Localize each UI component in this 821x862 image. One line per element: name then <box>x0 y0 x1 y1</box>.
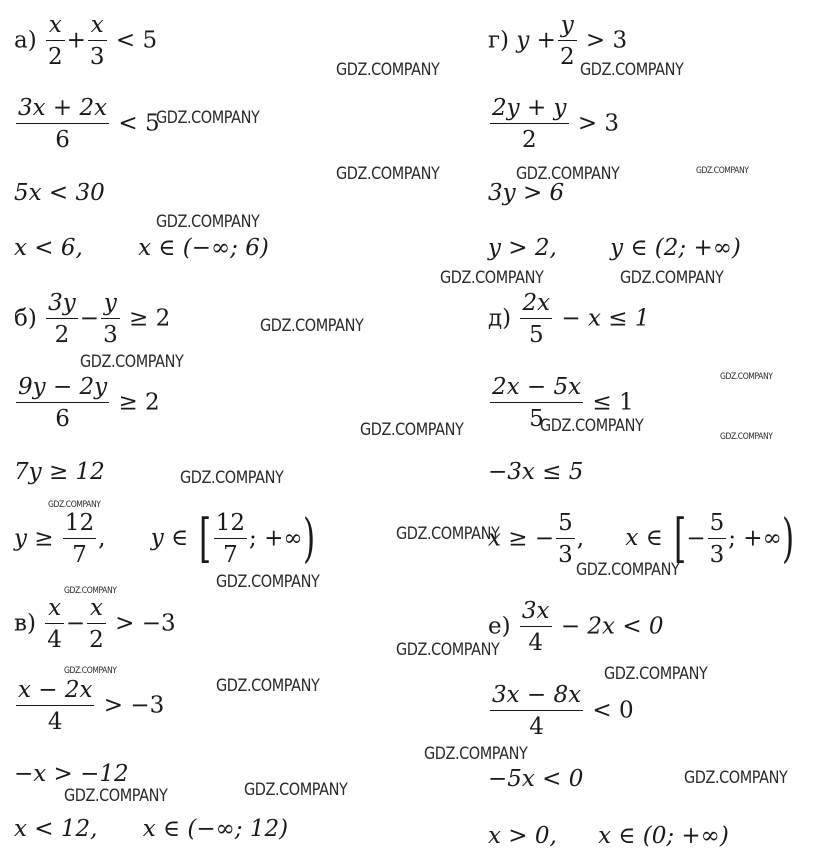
watermark: GDZ.COMPANY <box>336 164 440 184</box>
d-label: д) <box>488 305 512 332</box>
v-line2-rhs: > −3 <box>103 692 165 719</box>
a-line1: а) $\frac{x}{2}$ + $\frac{x}{3}$ < 5 <box>14 12 158 71</box>
a-line2-rhs: < 5 <box>118 110 160 137</box>
watermark: GDZ.COMPANY <box>540 416 644 436</box>
watermark: GDZ.COMPANY <box>216 572 320 592</box>
watermark: GDZ.COMPANY <box>604 664 708 684</box>
v-line4 <box>14 818 288 841</box>
g-answer-set: y ∈ (2; +∞) <box>610 235 741 261</box>
v-answer: x < 12, <box>14 816 98 842</box>
watermark: GDZ.COMPANY <box>244 780 348 800</box>
watermark: GDZ.COMPANY <box>440 268 544 288</box>
g-line2 <box>488 95 619 154</box>
d-answer-set: x ∈ <box>625 525 663 552</box>
fraction: $\frac{9y - 2y}{6}$ <box>18 374 108 433</box>
fraction: $\frac{5}{3}$ <box>558 510 573 569</box>
v-line2 <box>14 677 164 736</box>
v-answer-set: x ∈ (−∞; 12) <box>142 816 289 842</box>
b-answer-set: y ∈ <box>150 525 189 552</box>
g-line2-rhs: > 3 <box>577 110 620 137</box>
g-line4 <box>488 237 741 260</box>
watermark: GDZ.COMPANY <box>260 316 364 336</box>
watermark: GDZ.COMPANY <box>396 640 500 660</box>
e-line2-rhs: < 0 <box>592 697 634 724</box>
g-label: г) <box>488 27 510 54</box>
a-answer-set: x ∈ (−∞; 6) <box>138 235 269 261</box>
watermark: GDZ.COMPANY <box>156 108 260 128</box>
fraction: $\frac{3x - 8x}{4}$ <box>492 682 582 741</box>
b-line3: 7y ≥ 12 <box>14 459 105 485</box>
b-line2-rhs: ≥ 2 <box>118 389 160 416</box>
d-answer: x ≥ − <box>488 525 555 552</box>
b-line1: б) $\frac{3y}{2}$ − $\frac{y}{3}$ ≥ 2 <box>14 290 171 349</box>
watermark: GDZ.COMPANY <box>684 768 788 788</box>
e-line3: −5x < 0 <box>488 766 584 792</box>
a-line1-rhs: < 5 <box>115 27 158 54</box>
a-line4 <box>14 237 269 260</box>
g-line1-rhs: > 3 <box>585 27 628 54</box>
b-answer: y ≥ <box>14 525 54 552</box>
fraction: $\frac{3y}{2}$ <box>48 290 76 349</box>
fraction: $\frac{x}{2}$ <box>89 595 104 654</box>
watermark: GDZ.COMPANY <box>80 352 184 372</box>
fraction: $\frac{12}{7}$ <box>215 510 246 569</box>
watermark: GDZ.COMPANY <box>720 372 773 382</box>
b-label: б) <box>14 305 37 332</box>
b-line1-rhs: ≥ 2 <box>129 305 171 332</box>
fraction: $\frac{y}{2}$ <box>559 12 575 71</box>
g-answer: y > 2, <box>488 235 557 261</box>
watermark: GDZ.COMPANY <box>720 432 773 442</box>
fraction: $\frac{5}{3}$ <box>709 510 725 569</box>
fraction: $\frac{x}{2}$ <box>48 12 63 71</box>
watermark: GDZ.COMPANY <box>516 164 620 184</box>
watermark: GDZ.COMPANY <box>580 60 684 80</box>
watermark: GDZ.COMPANY <box>64 586 117 596</box>
d-line4: x ≥ − $\frac{5}{3}$ , x ∈ [− $\frac{5}{3}$ ; +∞) <box>488 509 794 570</box>
b-line2 <box>14 374 160 433</box>
a-line2 <box>14 95 160 154</box>
watermark: GDZ.COMPANY <box>180 468 284 488</box>
e-answer-set: x ∈ (0; +∞) <box>598 823 729 849</box>
watermark: GDZ.COMPANY <box>576 560 680 580</box>
fraction: $\frac{x}{3}$ <box>89 12 105 71</box>
e-line4 <box>488 825 729 848</box>
v-line3: −x > −12 <box>14 761 129 787</box>
e-line1-rhs: − 2x < 0 <box>560 613 664 640</box>
v-line1-rhs: > −3 <box>115 610 176 637</box>
d-line1-rhs: − x ≤ 1 <box>561 305 650 332</box>
e-line1 <box>488 598 664 657</box>
watermark: GDZ.COMPANY <box>424 744 528 764</box>
watermark: GDZ.COMPANY <box>620 268 724 288</box>
d-line3: −3x ≤ 5 <box>488 459 584 485</box>
a-label: а) <box>14 27 37 54</box>
watermark: GDZ.COMPANY <box>48 500 101 510</box>
fraction: $\frac{y}{3}$ <box>103 290 118 349</box>
watermark: GDZ.COMPANY <box>360 420 464 440</box>
fraction: $\frac{12}{7}$ <box>64 510 95 569</box>
e-line2 <box>488 682 634 741</box>
watermark: GDZ.COMPANY <box>396 524 500 544</box>
fraction: $\frac{3x + 2x}{6}$ <box>18 95 108 154</box>
watermark: GDZ.COMPANY <box>64 786 168 806</box>
a-answer: x < 6, <box>14 235 83 261</box>
v-label: в) <box>14 610 36 637</box>
watermark: GDZ.COMPANY <box>696 166 749 176</box>
fraction: $\frac{2x}{5}$ <box>522 290 551 349</box>
b-line4: y ≥ $\frac{12}{7}$ , y ∈ [ $\frac{12}{7}$ ; +∞) <box>14 509 315 570</box>
d-line2-rhs: ≤ 1 <box>592 389 634 416</box>
fraction: $\frac{x}{4}$ <box>47 595 62 654</box>
watermark: GDZ.COMPANY <box>64 666 117 676</box>
fraction: $\frac{3x}{4}$ <box>521 598 550 657</box>
g-line3: 3y > 6 <box>488 180 565 206</box>
a-line3: 5x < 30 <box>14 180 105 206</box>
fraction: $\frac{x - 2x}{4}$ <box>18 677 93 736</box>
v-line1: в) $\frac{x}{4}$ − $\frac{x}{2}$ > −3 <box>14 595 176 654</box>
watermark: GDZ.COMPANY <box>336 60 440 80</box>
watermark: GDZ.COMPANY <box>156 212 260 232</box>
fraction: $\frac{2y + y}{2}$ <box>492 95 567 154</box>
e-answer: x > 0, <box>488 823 557 849</box>
g-line1: г) y + $\frac{y}{2}$ > 3 <box>488 12 628 71</box>
fraction: $\frac{2x - 5x}{5}$ <box>492 374 582 433</box>
e-label: е) <box>488 613 511 640</box>
d-line1 <box>488 290 649 349</box>
watermark: GDZ.COMPANY <box>216 676 320 696</box>
